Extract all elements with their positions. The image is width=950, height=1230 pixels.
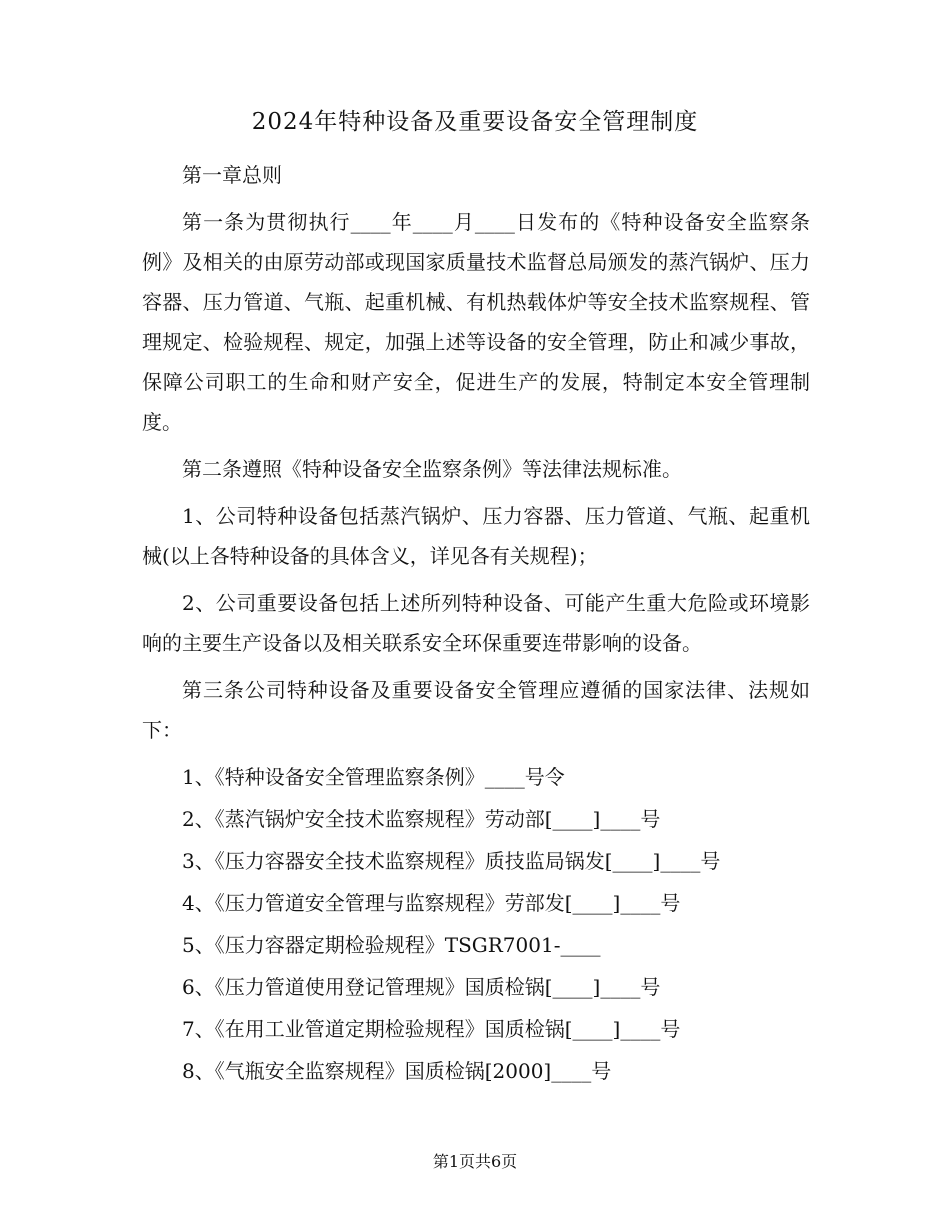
regulation-item-6: 6、《压力管道使用登记管理规》国质检锅[____]____号	[182, 975, 661, 999]
article-3-paragraph: 第三条公司特种设备及重要设备安全管理应遵循的国家法律、法规如下：	[142, 678, 810, 742]
regulation-item-3: 3、《压力容器安全技术监察规程》质技监局锅发[____]____号	[182, 849, 721, 873]
regulation-item-2: 2、《蒸汽锅炉安全技术监察规程》劳动部[____]____号	[182, 807, 661, 831]
regulation-item-8: 8、《气瓶安全监察规程》国质检锅[2000]____号	[182, 1059, 612, 1083]
regulation-item-1: 1、《特种设备安全管理监察条例》____号令	[182, 765, 565, 789]
article-2-paragraph: 第二条遵照《特种设备安全监察条例》等法律法规标准。	[182, 457, 682, 481]
document-body	[142, 155, 810, 1093]
document-title: 2024年特种设备及重要设备安全管理制度	[251, 109, 699, 135]
chapter-heading: 第一章总则	[182, 163, 282, 187]
article-2-item-1: 1、公司特种设备包括蒸汽锅炉、压力容器、压力管道、气瓶、起重机械(以上各特种设备的具体含义，详见各有关规程)；	[142, 504, 810, 568]
page-number-footer: 第1页共6页	[432, 1152, 518, 1171]
regulation-item-5: 5、《压力容器定期检验规程》TSGR7001-____	[182, 933, 601, 957]
article-2-item-2: 2、公司重要设备包括上述所列特种设备、可能产生重大危险或环境影响的主要生产设备以及相关联系安全环保重要连带影响的设备。	[142, 591, 810, 655]
regulation-item-7: 7、《在用工业管道定期检验规程》国质检锅[____]____号	[182, 1017, 681, 1041]
regulation-item-4: 4、《压力管道安全管理与监察规程》劳部发[____]____号	[182, 891, 681, 915]
article-1-paragraph: 第一条为贯彻执行____年____月____日发布的《特种设备安全监察条例》及相关的由原劳动部或现国家质量技术监督总局颁发的蒸汽锅炉、压力容器、压力管道、气瓶、起重机械、有机热载体炉等安全技术监察规程、管理规定、检验规程、规定，加强上述等设备的安全管理，防止和减少事故，保障公司职工的生命和财产安全，促进生产的发展，特制定本安全管理制度。	[142, 210, 810, 434]
